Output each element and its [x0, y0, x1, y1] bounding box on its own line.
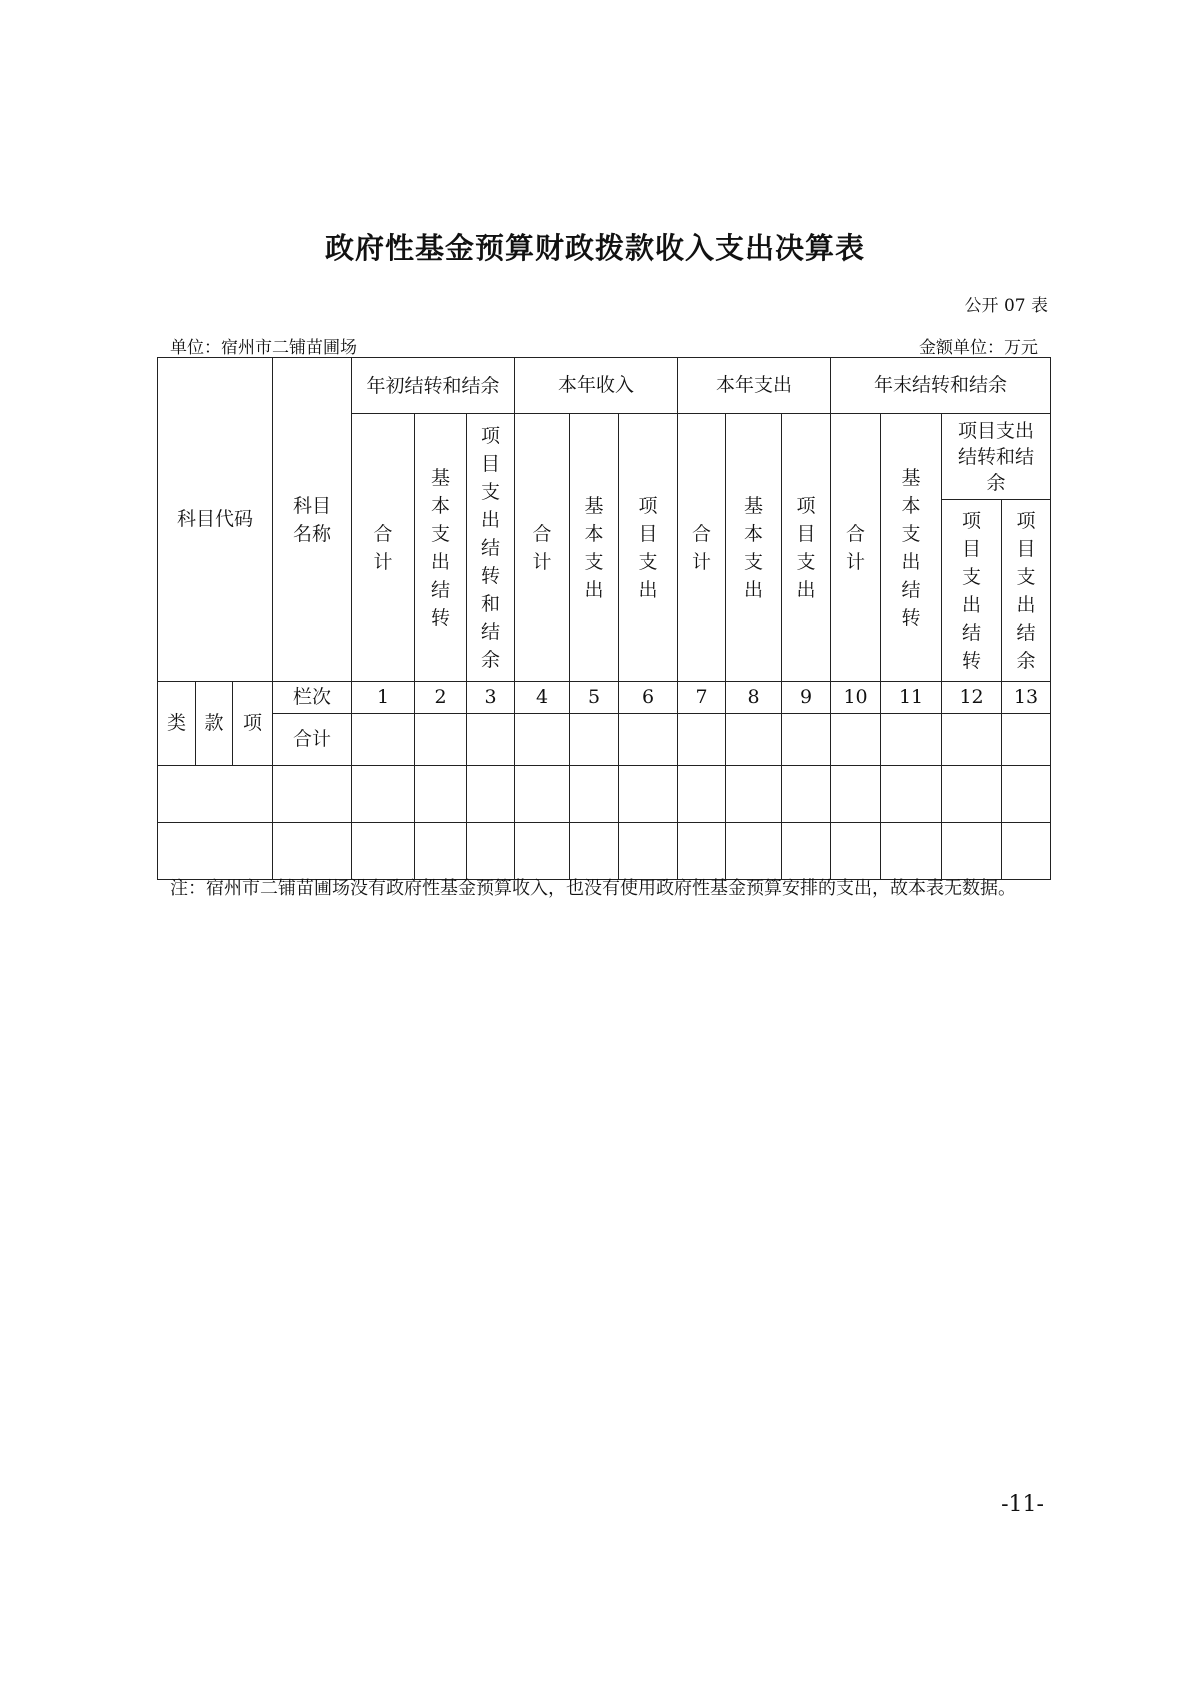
table-cell — [415, 823, 467, 880]
form-number: 公开 07 表 — [964, 296, 1048, 316]
header-group-opening: 年初结转和结余 — [352, 358, 515, 414]
page-number: -11- — [1001, 1492, 1044, 1517]
table-cell — [158, 823, 273, 880]
header-opening-total: 合计 — [352, 414, 415, 682]
column-number: 3 — [467, 682, 515, 714]
header-closing-total: 合计 — [831, 414, 881, 682]
column-number: 13 — [1002, 682, 1051, 714]
header-closing-project-carry-balance: 项目支出结转和结余 — [942, 414, 1051, 500]
table-cell — [467, 823, 515, 880]
unit-label: 单位：宿州市二铺苗圃场 — [170, 338, 357, 358]
table-cell — [570, 823, 619, 880]
table-cell — [415, 766, 467, 823]
header-subject-code: 科目代码 — [158, 358, 273, 682]
table-cell — [467, 714, 515, 766]
table-cell — [726, 823, 782, 880]
column-number: 6 — [619, 682, 678, 714]
table-cell — [619, 714, 678, 766]
table-cell — [678, 714, 726, 766]
footnote: 注：宿州市二铺苗圃场没有政府性基金预算收入，也没有使用政府性基金预算安排的支出，故本表无数据。 — [170, 878, 1016, 899]
table-cell — [942, 823, 1002, 880]
table-cell — [942, 714, 1002, 766]
table-cell — [273, 823, 352, 880]
header-section: 款 — [196, 682, 233, 766]
fund-table — [157, 357, 1051, 880]
page-title: 政府性基金预算财政拨款收入支出决算表 — [324, 231, 865, 265]
header-closing-project-carry: 项目支出结转 — [942, 500, 1002, 682]
header-income-project: 项目支出 — [619, 414, 678, 682]
table-cell — [467, 766, 515, 823]
header-group-income: 本年收入 — [515, 358, 678, 414]
table-cell — [352, 766, 415, 823]
table-cell — [619, 823, 678, 880]
column-number: 5 — [570, 682, 619, 714]
table-cell — [515, 714, 570, 766]
header-income-basic: 基本支出 — [570, 414, 619, 682]
table-cell — [515, 823, 570, 880]
column-number: 12 — [942, 682, 1002, 714]
column-number: 4 — [515, 682, 570, 714]
table-cell — [619, 766, 678, 823]
table-cell — [415, 714, 467, 766]
header-expense-project: 项目支出 — [782, 414, 831, 682]
amount-unit: 金额单位：万元 — [919, 338, 1038, 358]
column-number: 9 — [782, 682, 831, 714]
table-cell — [678, 823, 726, 880]
header-closing-project-balance: 项目支出结余 — [1002, 500, 1051, 682]
table-cell — [352, 714, 415, 766]
table-cell — [678, 766, 726, 823]
total-row-label: 合计 — [273, 714, 352, 766]
table-cell — [726, 766, 782, 823]
table-cell — [782, 714, 831, 766]
header-income-total: 合计 — [515, 414, 570, 682]
column-number: 8 — [726, 682, 782, 714]
column-number: 10 — [831, 682, 881, 714]
column-number: 11 — [881, 682, 942, 714]
table-cell — [881, 766, 942, 823]
header-item: 项 — [233, 682, 273, 766]
table-cell — [831, 823, 881, 880]
table-cell — [831, 766, 881, 823]
table-cell — [1002, 823, 1051, 880]
table-cell — [782, 823, 831, 880]
header-class: 类 — [158, 682, 196, 766]
table-cell — [515, 766, 570, 823]
header-expense-total: 合计 — [678, 414, 726, 682]
table-cell — [273, 766, 352, 823]
table-cell — [1002, 766, 1051, 823]
header-subject-name: 科目名称 — [273, 358, 352, 682]
header-expense-basic: 基本支出 — [726, 414, 782, 682]
header-group-closing: 年末结转和结余 — [831, 358, 1051, 414]
table-cell — [570, 714, 619, 766]
header-closing-basic-carry: 基本支出结转 — [881, 414, 942, 682]
header-opening-project-carry-balance: 项目支出结转和结余 — [467, 414, 515, 682]
table-row — [158, 766, 1051, 823]
table-cell — [942, 766, 1002, 823]
table-cell — [1002, 714, 1051, 766]
header-group-expense: 本年支出 — [678, 358, 831, 414]
column-number: 2 — [415, 682, 467, 714]
column-number: 1 — [352, 682, 415, 714]
column-order-label: 栏次 — [273, 682, 352, 714]
table-cell — [881, 714, 942, 766]
table-cell — [782, 766, 831, 823]
header-opening-basic-carry: 基本支出结转 — [415, 414, 467, 682]
table-row-total — [158, 714, 1051, 766]
table-cell — [726, 714, 782, 766]
table-cell — [881, 823, 942, 880]
table-cell — [352, 823, 415, 880]
table-row — [158, 823, 1051, 880]
table-cell — [831, 714, 881, 766]
table-cell — [158, 766, 273, 823]
column-number: 7 — [678, 682, 726, 714]
table-cell — [570, 766, 619, 823]
